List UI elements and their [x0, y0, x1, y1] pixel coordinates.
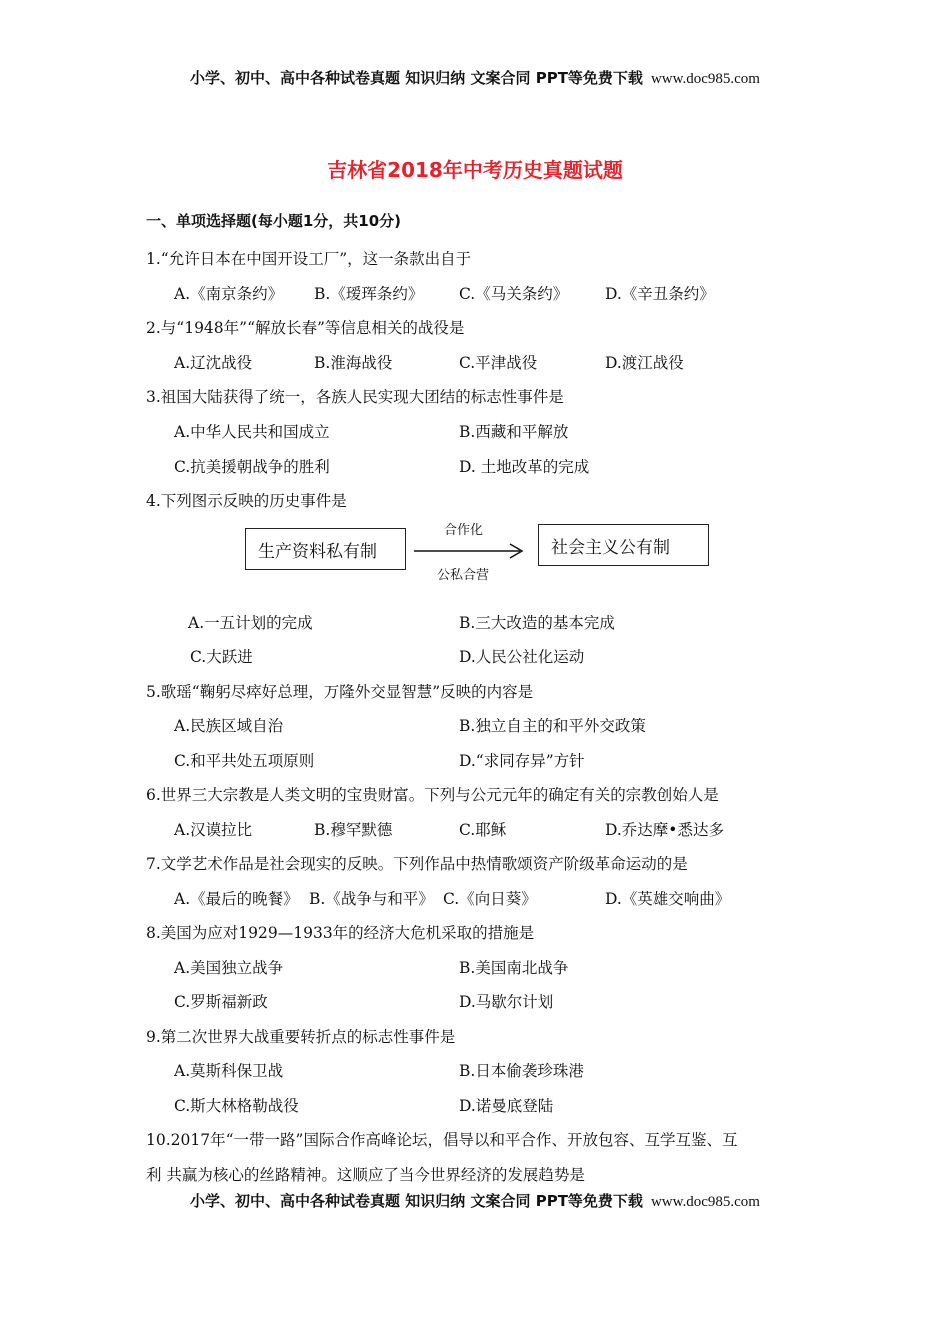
q8-option-a: A.美国独立战争: [174, 959, 284, 977]
q4-option-d: D.人民公社化运动: [459, 648, 585, 666]
q4-option-a: A.一五计划的完成: [188, 614, 313, 632]
q8-option-c: C.罗斯福新政: [174, 993, 268, 1011]
question-5-stem: 5.歌瑶“鞠躬尽瘁好总理，万隆外交显智慧”反映的内容是: [146, 683, 534, 701]
question-3-stem: 3.祖国大陆获得了统一，各族人民实现大团结的标志性事件是: [146, 388, 564, 406]
q2-option-d: D.渡江战役: [605, 354, 684, 372]
q5-option-b: B.独立自主的和平外交政策: [459, 717, 646, 735]
q7-option-a: A.《最后的晚餐》: [174, 890, 299, 908]
q2-option-a: A.辽沈战役: [174, 354, 253, 372]
q4-option-b: B.三大改造的基本完成: [459, 614, 615, 632]
page-header: [0, 67, 950, 88]
diagram-right-box: 社会主义公有制: [538, 524, 709, 566]
question-10-stem-continued: 利 共赢为核心的丝路精神。这顺应了当今世界经济的发展趋势是: [146, 1166, 585, 1184]
q4-option-c: C.大跃进: [190, 648, 253, 666]
header-url: www.doc985.com: [650, 71, 760, 87]
q5-option-c: C.和平共处五项原则: [174, 752, 315, 770]
diagram-arrow-icon: [412, 541, 528, 561]
q2-option-c: C.平津战役: [459, 354, 538, 372]
q2-option-b: B.淮海战役: [314, 354, 393, 372]
page-footer: [0, 1190, 950, 1211]
question-6-stem: 6.世界三大宗教是人类文明的宝贵财富。下列与公元元年的确定有关的宗教创始人是: [146, 786, 719, 804]
q5-option-d: D.“求同存异”方针: [459, 752, 585, 770]
q5-option-a: A.民族区域自治: [174, 717, 284, 735]
question-1-stem: 1.“允许日本在中国开设工厂”，这一条款出自于: [146, 250, 472, 268]
question-2-stem: 2.与“1948年”“解放长春”等信息相关的战役是: [146, 319, 465, 337]
section-heading: 一、单项选择题(每小题1分，共10分): [146, 212, 402, 230]
page-title: 吉林省2018年中考历史真题试题: [327, 158, 623, 182]
q3-option-d: D. 土地改革的完成: [459, 458, 590, 476]
question-4-stem: 4.下列图示反映的历史事件是: [146, 492, 347, 510]
footer-text: 小学、初中、高中各种试卷真题 知识归纳 文案合同 PPT等免费下载: [190, 1192, 643, 1210]
q8-option-b: B.美国南北战争: [459, 959, 569, 977]
q1-option-d: D.《辛丑条约》: [605, 285, 715, 303]
q6-option-b: B.穆罕默德: [314, 821, 393, 839]
diagram-left-box: 生产资料私有制: [245, 528, 406, 570]
q6-option-c: C.耶稣: [459, 821, 507, 839]
q7-option-b: B.《战争与和平》: [309, 890, 434, 908]
q3-option-b: B.西藏和平解放: [459, 423, 569, 441]
question-9-stem: 9.第二次世界大战重要转折点的标志性事件是: [146, 1028, 456, 1046]
q9-option-b: B.日本偷袭珍珠港: [459, 1062, 584, 1080]
diagram-arrow-top-label: 合作化: [444, 523, 484, 538]
q3-option-c: C.抗美援朝战争的胜利: [174, 458, 330, 476]
q1-option-b: B.《瑷珲条约》: [314, 285, 424, 303]
q1-option-a: A.《南京条约》: [174, 285, 284, 303]
diagram-arrow-bottom-label: 公私合营: [437, 568, 490, 583]
q1-option-c: C.《马关条约》: [459, 285, 569, 303]
q9-option-d: D.诺曼底登陆: [459, 1097, 554, 1115]
q9-option-c: C.斯大林格勒战役: [174, 1097, 299, 1115]
q6-option-d: D.乔达摩•悉达多: [605, 821, 724, 839]
q7-option-c: C.《向日葵》: [443, 890, 537, 908]
footer-url: www.doc985.com: [650, 1194, 760, 1210]
header-text: 小学、初中、高中各种试卷真题 知识归纳 文案合同 PPT等免费下载: [190, 69, 643, 87]
q6-option-a: A.汉谟拉比: [174, 821, 253, 839]
question-10-stem: 10.2017年“一带一路”国际合作高峰论坛，倡导以和平合作、开放包容、互学互鉴、互: [146, 1131, 738, 1149]
question-8-stem: 8.美国为应对1929—1933年的经济大危机采取的措施是: [146, 924, 535, 942]
q9-option-a: A.莫斯科保卫战: [174, 1062, 284, 1080]
q8-option-d: D.马歇尔计划: [459, 993, 554, 1011]
q3-option-a: A.中华人民共和国成立: [174, 423, 330, 441]
q7-option-d: D.《英雄交响曲》: [605, 890, 731, 908]
question-7-stem: 7.文学艺术作品是社会现实的反映。下列作品中热情歌颂资产阶级革命运动的是: [146, 855, 688, 873]
